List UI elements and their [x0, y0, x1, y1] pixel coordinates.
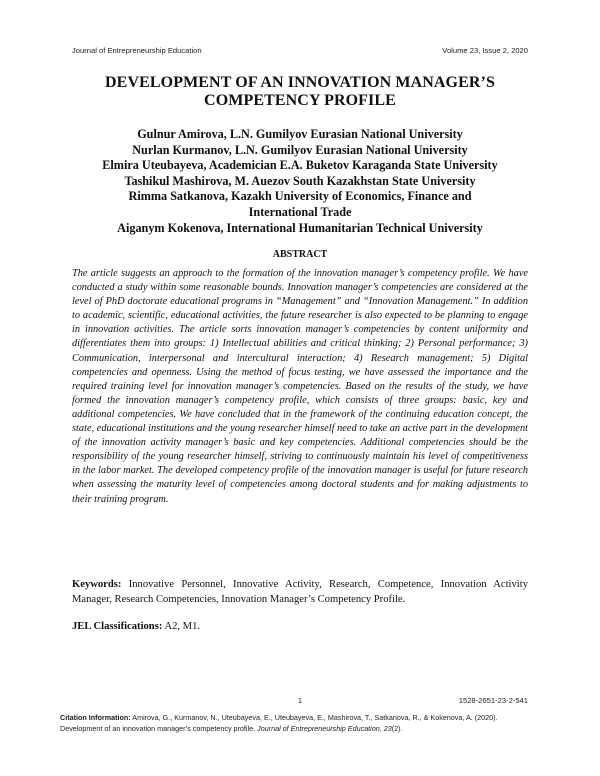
jel-text: A2, M1.	[164, 621, 201, 632]
author-line: International Trade	[248, 204, 352, 219]
keywords	[72, 578, 528, 607]
citation-tail: (2).	[391, 723, 403, 733]
running-header-volume: Volume 23, Issue 2, 2020	[442, 46, 528, 55]
abstract-body: The article suggests an approach to the formation of the innovation manager’s competency profile. We have conducted a study within some reasonable bounds. Innovation manager’s competencies are considered at the level of PhD doctorate educational programs in “Management” and “Innovation Management.” In addition to academic, scientific, educational activities, the future researcher is also expected to be planning to engage in innovation activities. The article sorts innovation manager’s competencies by content uniformity and differentiates them into groups: 1) Intellectual abilities and critical thinking; 2) Personal performance; 3) Communication, interpersonal and intercultural interaction; 4) Research management; 5) Digital competencies and openness. Using the method of focus testing, we have assessed the importance and the required training level for innovation manager’s competencies. Based on the results of the study, we have formed the innovation manager’s competency profile, which consists of three groups: basic, key and additional competencies. We have concluded that in the framework of the continuing education concept, the state, educational institutions and the young researcher himself need to take an active part in the development of the innovation activity manager’s basic and key competencies. Additional competencies should be the responsibility of the young researcher himself, striving to continuously maintain his level of competitiveness in the labor market. The developed competency profile of the innovation manager is useful for future research when assessing the maturity level of competencies among doctoral students and for making adjustments to their training program.	[72, 268, 528, 505]
jel-classifications	[72, 620, 528, 634]
citation-text: Amirova, G., Kurmanov, N., Uteubayeva, E., Uteubayeva, E., Mashirova, T., Satkanova, R., & Kokenova, A. (2020). Development of an innovation manager’s competency profile.	[60, 713, 498, 733]
abstract-heading: ABSTRACT	[272, 249, 328, 260]
author-line: Aiganym Kokenova, International Humanitarian Technical University	[117, 220, 483, 235]
citation-journal: Journal of Entrepreneurship Education, 23	[257, 723, 392, 733]
issn-number: 1528-2651-23-2-541	[458, 696, 528, 705]
author-list	[60, 127, 540, 236]
title-line: COMPETENCY PROFILE	[204, 92, 396, 109]
jel-label: JEL Classifications:	[72, 621, 163, 632]
author-line: Nurlan Kurmanov, L.N. Gumilyov Eurasian National University	[132, 142, 468, 157]
keywords-label: Keywords:	[72, 579, 122, 590]
citation-information	[60, 713, 530, 734]
author-line: Gulnur Amirova, L.N. Gumilyov Eurasian National University	[137, 127, 463, 141]
author-line: Tashikul Mashirova, M. Auezov South Kazakhstan State University	[124, 173, 476, 188]
title-line: DEVELOPMENT OF AN INNOVATION MANAGER’S	[105, 74, 495, 91]
citation-label: Citation Information:	[60, 713, 131, 722]
author-line: Elmira Uteubayeva, Academician E.A. Buketov Karaganda State University	[102, 158, 498, 173]
running-header-journal: Journal of Entrepreneurship Education	[72, 46, 202, 55]
paper-title	[60, 74, 540, 110]
author-line: Rimma Satkanova, Kazakh University of Economics, Finance and	[128, 189, 472, 204]
keywords-text: Innovative Personnel, Innovative Activity, Research, Competence, Innovation Activity Manager, Research Competencies, Innovation Manager’s Competency Profile.	[72, 579, 528, 605]
page-number: 1	[297, 696, 303, 705]
